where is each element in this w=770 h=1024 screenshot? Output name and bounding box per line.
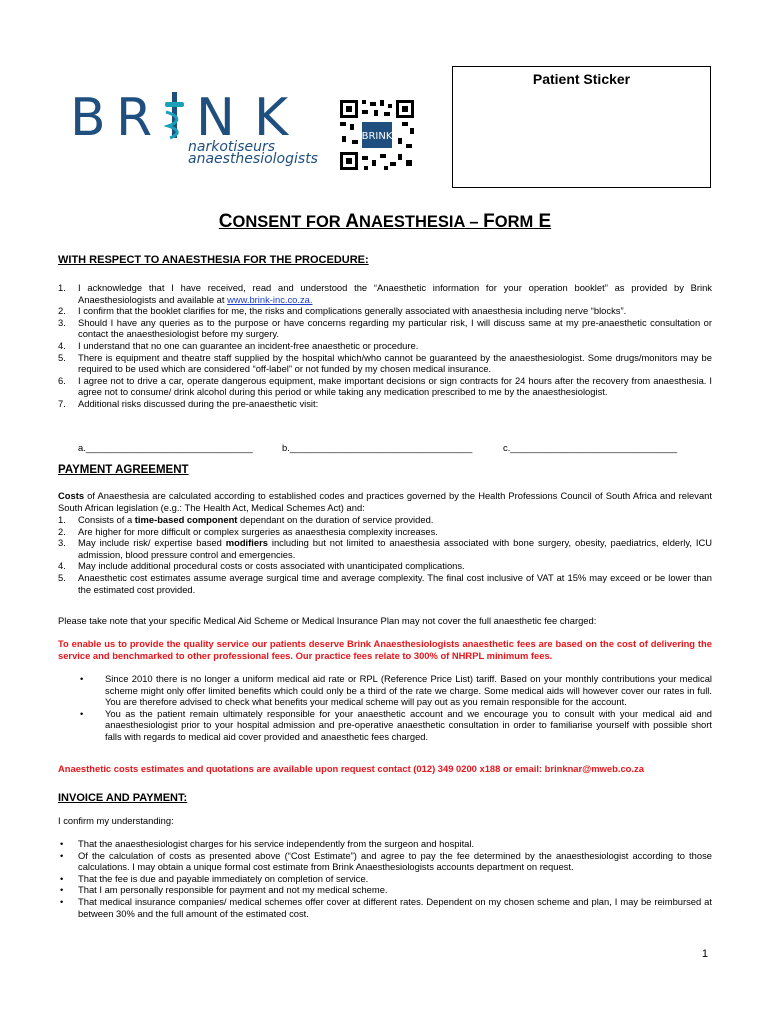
list-item: 3. May include risk/ expertise based modifiers including but not limited to anaesthesia associated with bone surgery, obesity, paediatrics, elderly, ICU admission, blood pressure control and emergencies. [58, 537, 712, 560]
svg-text:N: N [196, 88, 235, 144]
svg-text:R: R [116, 88, 153, 144]
risk-blank-a[interactable]: a.________________________________ [78, 442, 253, 453]
list-item: 3. Should I have any queries as to the purpose or have concerns regarding my particular risk, I will discuss same at my pre-anaesthetic consultation or contact the anaesthesiologist before my surgery. [58, 316, 712, 340]
list-item: • You as the patient remain ultimately responsible for your anaesthetic account and we encourage you to consult with your medical aid and anaesthesiologist prior to your hospital admission and pre-operative anaesthetic consultation in order to familiarise yourself with possible short falls with regards to medical aid cover provided and anaesthetic fees charged. [80, 707, 712, 742]
list-item: 2. I confirm that the booklet clarifies for me, the risks and complications generally associated with anaesthesia including nerve “blocks”. [58, 305, 627, 317]
brink-logo-mark [70, 88, 320, 144]
list-item: 4. May include additional procedural costs or costs associated with unanticipated complications. [58, 560, 465, 572]
list-item: 1. I acknowledge that I have received, read and understood the “Anaesthetic information for your operation booklet” as provided by Brink Anaesthesiologists and available at www.brink-inc.co.za. [58, 282, 712, 305]
invoice-intro: I confirm my understanding: [58, 815, 174, 826]
qr-code-icon [340, 100, 414, 170]
svg-text:K: K [254, 88, 289, 144]
page-number: 1 [701, 948, 708, 960]
list-item: • That the anaesthesiologist charges for his service independently from the surgeon and hospital. [60, 838, 475, 849]
list-item: 2. Are higher for more difficult or complex surgeries as anaesthesia complexity increases. [58, 525, 438, 537]
payment-bullets [58, 673, 712, 743]
svg-text:B: B [70, 88, 112, 144]
list-item: 5. There is equipment and theatre staff supplied by the hospital which/who cannot be guaranteed by the anaesthesiologist. Some drugs/monitors may be required to be used which are considered “off-label” or not funded by my chosen medical insurance. [58, 351, 712, 375]
list-item: • That medical insurance companies/ medical schemes offer cover at different rates. Dependent on my chosen scheme and plan, I may be reimbursed at between 30% and the full amount of the estimated cost. [60, 895, 712, 919]
practice-fees-notice: To enable us to provide the quality service our patients deserve Brink Anaesthesiologists anaesthetic fees are based on the cost of delivering the service and benchmarked to other professional fees. Our practice fees relate to 300% of NHRPL minimum fees. [58, 638, 712, 661]
patient-sticker-label: Patient Sticker [532, 71, 631, 87]
section-procedure-heading: WITH RESPECT TO ANAESTHESIA FOR THE PROCEDURE: [58, 254, 369, 266]
logo-sub-narkotiseurs: narkotiseurs [188, 139, 276, 155]
cost-estimate-contact: Anaesthetic costs estimates and quotations are available upon request contact (012) 349 0200 x188 or email: brinknar@mweb.co.za [58, 763, 644, 774]
payment-list [58, 514, 712, 595]
medical-aid-note: Please take note that your specific Medical Aid Scheme or Medical Insurance Plan may not cover the full anaesthetic fee charged: [58, 615, 597, 626]
brink-website-link[interactable]: www.brink-inc.co.za. [227, 293, 313, 305]
risk-blank-b[interactable]: b.___________________________________ [282, 442, 473, 453]
risk-blank-c[interactable]: c.________________________________ [503, 442, 678, 453]
list-item: • Since 2010 there is no longer a uniform medical aid rate or RPL (Reference Price List) tariff. Based on your monthly contributions your medical scheme might only offer limited benefits which could only be a third of the rate we charge. Some medical aids will however cover our rates in full. You are therefore advised to check what benefits your medical scheme will pay out as you remain responsible for the account. [80, 673, 712, 708]
brink-logo [70, 88, 320, 168]
list-item: 1. Consists of a time-based component dependant on the duration of service provided. [58, 514, 434, 525]
list-item: 5. Anaesthetic cost estimates assume average surgical time and average complexity. The final cost inclusive of VAT at 15% may exceed or be lower than the estimated cost provided. [58, 571, 712, 595]
logo-sub-anaesthesiologists: anaesthesiologists [188, 151, 318, 167]
payment-intro: Costs of Anaesthesia are calculated according to established codes and practices governed by the Health Professions Council of South Africa and relevant South African legislation (e.g.: The Health Act, Medical Schemes Act) and: [58, 490, 712, 513]
list-item: 6. I agree not to drive a car, operate dangerous equipment, make important decisions or sign contracts for 24 hours after the recovery from anaesthesia. I agree not to consume/ drink alcohol during this period or while taking any medication prescribed to me by the anaesthesiologist. [58, 374, 712, 398]
list-item: • That I am personally responsible for payment and not my medical scheme. [60, 884, 388, 896]
svg-text:BRINK: BRINK [361, 131, 393, 142]
invoice-payment-heading: INVOICE AND PAYMENT: [58, 792, 188, 804]
list-item: • Of the calculation of costs as presented above (“Cost Estimate”) and agree to pay the fee determined by the anaesthesiologist according to those calculations. I may obtain a unique formal cost estimate from Brink Anaesthesiologists accounts department on request. [60, 849, 712, 873]
list-item: 4. I understand that no one can guarantee an incident-free anaesthetic or procedure. [58, 339, 419, 351]
list-item: • That the fee is due and payable immediately on completion of service. [60, 872, 369, 884]
list-item: 7. Additional risks discussed during the pre-anaesthetic visit: [58, 397, 319, 409]
patient-sticker-box [452, 66, 711, 188]
invoice-list [58, 838, 712, 919]
page-title: CONSENT FOR ANAESTHESIA – FORM E [218, 211, 552, 232]
payment-agreement-heading: PAYMENT AGREEMENT [58, 464, 189, 476]
procedure-list [58, 282, 712, 410]
